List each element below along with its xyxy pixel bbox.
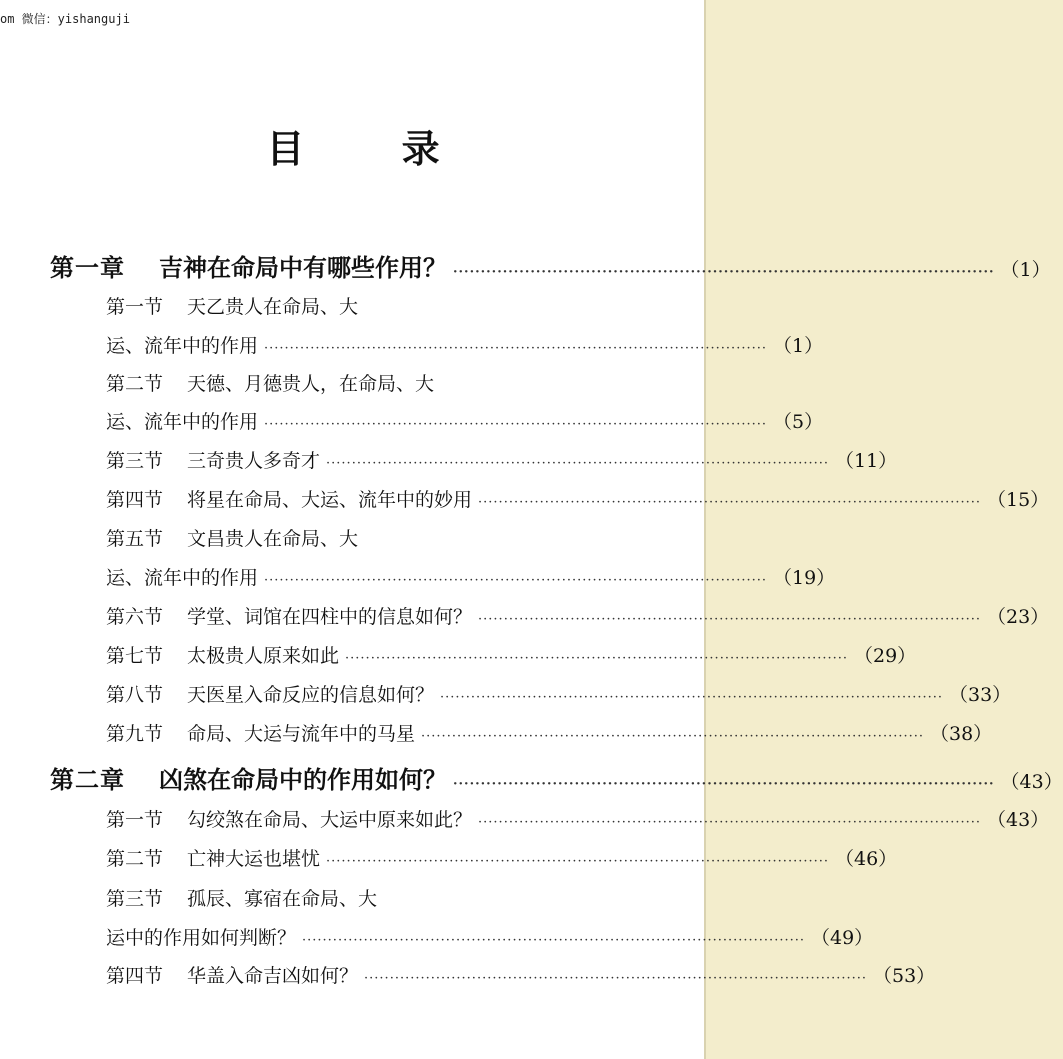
page-number: （38） [930, 723, 993, 745]
chapter-label: 第二章 [50, 765, 125, 794]
section-title: 华盖入命吉凶如何？ [187, 965, 359, 987]
section-label: 第二节 [106, 373, 164, 395]
page-number: （5） [772, 411, 824, 433]
section-title: 太极贵人原来如此 [187, 645, 340, 667]
dot-leader: ·································································································· [421, 729, 924, 744]
toc-section-1-6[interactable] [106, 602, 1050, 630]
page-number: （29） [854, 645, 917, 667]
dot-leader: ·································································································· [364, 971, 867, 986]
toc-section-2-4[interactable] [106, 961, 936, 989]
dot-leader: ·································································································· [440, 690, 943, 705]
toc-chapter-2[interactable] [50, 760, 1063, 794]
section-title-continued: 运、流年中的作用 [106, 335, 259, 357]
toc-section-1-2[interactable] [106, 369, 658, 397]
section-label: 第七节 [106, 645, 164, 667]
section-label: 第三节 [106, 450, 164, 472]
dot-leader: ·································································································· [326, 456, 829, 471]
section-label: 第三节 [106, 888, 164, 910]
section-label: 第六节 [106, 606, 164, 628]
section-title: 天德、月德贵人，在命局、大 [187, 373, 435, 395]
dot-leader: ·································································································· [453, 265, 995, 280]
section-title: 天乙贵人在命局、大 [187, 296, 359, 318]
section-title-continued: 运中的作用如何判断？ [106, 927, 297, 949]
section-label: 第八节 [106, 684, 164, 706]
toc-section-1-3[interactable] [106, 446, 898, 474]
page-header-text: om 微信：yishanguji [0, 12, 130, 26]
toc-section-1-2-continued[interactable] [106, 407, 824, 435]
section-title-continued: 运、流年中的作用 [106, 567, 259, 589]
page-number: （46） [835, 848, 898, 870]
dot-leader: ·································································································· [478, 495, 981, 510]
dot-leader: ·································································································· [264, 341, 767, 356]
toc-section-1-1[interactable] [106, 292, 658, 320]
section-title: 勾绞煞在命局、大运中原来如此？ [187, 809, 473, 831]
chapter-label: 第一章 [50, 253, 125, 282]
page-number: （11） [835, 450, 898, 472]
section-label: 第四节 [106, 965, 164, 987]
dot-leader: ·································································································· [453, 777, 995, 792]
toc-section-1-5-continued[interactable] [106, 563, 836, 591]
dot-leader: ·································································································· [345, 651, 848, 666]
toc-section-1-1-continued[interactable] [106, 331, 824, 359]
dot-leader: ·································································································· [264, 417, 767, 432]
page-number: （1） [1000, 259, 1051, 281]
section-title: 将星在命局、大运、流年中的妙用 [187, 489, 473, 511]
page-number: （15） [987, 489, 1050, 511]
section-title-continued: 运、流年中的作用 [106, 411, 259, 433]
toc-chapter-1[interactable] [50, 248, 1051, 282]
page-number: （49） [810, 927, 874, 949]
chapter-title: 凶煞在命局中的作用如何？ [159, 765, 447, 794]
dot-leader: ·································································································· [478, 612, 981, 627]
section-title: 学堂、词馆在四柱中的信息如何？ [187, 606, 473, 628]
section-title: 三奇贵人多奇才 [187, 450, 321, 472]
dot-leader: ·································································································· [326, 854, 829, 869]
section-label: 第二节 [106, 848, 164, 870]
section-title: 命局、大运与流年中的马星 [187, 723, 416, 745]
section-title: 亡神大运也堪忧 [187, 848, 321, 870]
toc-section-1-8[interactable] [106, 680, 1012, 708]
section-label: 第一节 [106, 296, 164, 318]
chapter-title: 吉神在命局中有哪些作用？ [159, 253, 447, 282]
section-title: 文昌贵人在命局、大 [187, 528, 359, 550]
section-label: 第五节 [106, 528, 164, 550]
page-number: （23） [987, 606, 1050, 628]
toc-section-1-7[interactable] [106, 641, 917, 669]
page-number: （53） [873, 965, 936, 987]
section-title: 天医星入命反应的信息如何？ [187, 684, 435, 706]
toc-section-2-3[interactable] [106, 884, 658, 912]
section-label: 第九节 [106, 723, 164, 745]
page-title: 目 录 [266, 126, 482, 171]
section-label: 第四节 [106, 489, 164, 511]
toc-section-1-9[interactable] [106, 719, 993, 747]
page-number: （33） [949, 684, 1012, 706]
toc-section-1-5[interactable] [106, 524, 658, 552]
toc-section-2-2[interactable] [106, 844, 898, 872]
section-title: 孤辰、寡宿在命局、大 [187, 888, 378, 910]
toc-section-2-3-continued[interactable] [106, 923, 874, 951]
toc-section-1-4[interactable] [106, 485, 1050, 513]
page-number: （19） [772, 567, 836, 589]
page-number: （43） [1000, 771, 1063, 793]
dot-leader: ·································································································· [264, 573, 767, 588]
dot-leader: ·································································································· [302, 933, 805, 948]
toc-section-2-1[interactable] [106, 805, 1050, 833]
page-number: （1） [772, 335, 824, 357]
dot-leader: ·································································································· [478, 815, 981, 830]
page-number: （43） [987, 809, 1050, 831]
section-label: 第一节 [106, 809, 164, 831]
